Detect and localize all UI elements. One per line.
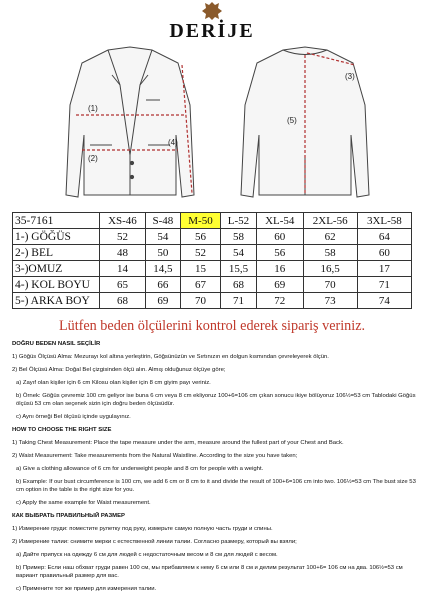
guide-line: c) Aynı örneği Bel ölçüsü içinde uygulayınız.: [16, 414, 131, 420]
size-value-cell: 71: [221, 293, 257, 309]
measurement-label-cell: 4-) KOL BOYU: [13, 277, 100, 293]
label-back-length: (5): [287, 116, 297, 125]
size-value-cell: 70: [180, 293, 220, 309]
table-row: [13, 229, 412, 245]
brand-logo: DERİJE: [169, 20, 255, 42]
size-value-cell: 64: [357, 229, 411, 245]
guide-line: 2) Bel Ölçüsü Alma: Doğal Bel çizgisinden ölçü alın. Almış olduğunuz ölçüye göre;: [12, 367, 226, 373]
label-waist: (2): [88, 154, 98, 163]
size-value-cell: 74: [357, 293, 411, 309]
size-value-cell: 71: [357, 277, 411, 293]
measurement-label-cell: 5-) ARKA BOY: [13, 293, 100, 309]
guide-line: c) Примените тот же пример для измерения талии.: [16, 586, 157, 592]
section-heading: DOĞRU BEDEN NASIL SEÇİLİR: [12, 341, 101, 347]
size-value-cell: 66: [145, 277, 180, 293]
size-value-cell: 15,5: [221, 261, 257, 277]
size-value-cell: 73: [303, 293, 357, 309]
size-value-cell: 67: [180, 277, 220, 293]
size-value-cell: 52: [180, 245, 220, 261]
size-value-cell: 50: [145, 245, 180, 261]
size-value-cell: 17: [357, 261, 411, 277]
size-header-cell: XL-54: [256, 213, 303, 229]
size-header-cell: XS-46: [100, 213, 146, 229]
size-value-cell: 72: [256, 293, 303, 309]
size-value-cell: 69: [145, 293, 180, 309]
size-table: [12, 212, 412, 309]
measurement-label-cell: 3-)OMUZ: [13, 261, 100, 277]
table-row: [13, 293, 412, 309]
size-value-cell: 65: [100, 277, 146, 293]
label-sleeve: (4): [168, 138, 178, 147]
size-value-cell: 56: [180, 229, 220, 245]
guide-line: a) Give a clothing allowance of 6 cm for underweight people and 8 cm for people with a weight.: [16, 466, 264, 472]
guide-line: c) Apply the same example for Waist measurement.: [16, 500, 151, 506]
guide-line: b) Example: If our bust circumference is 100 cm, we add 6 cm or 8 cm to it and divide the result of 100+6=106 cm into two. 106½=53 cm The bust size 53 cm option in the table is the right size for you.: [16, 479, 416, 493]
size-header-cell: L-52: [221, 213, 257, 229]
size-value-cell: 69: [256, 277, 303, 293]
guide-line: 2) Измерение талии: снимите мерки с естественной линии талии. Согласно размеру, который вы взяли;: [12, 539, 297, 545]
jacket-back-diagram: [235, 45, 375, 205]
size-value-cell: 68: [100, 293, 146, 309]
size-value-cell: 54: [145, 229, 180, 245]
size-value-cell: 56: [256, 245, 303, 261]
section-heading: КАК ВЫБРАТЬ ПРАВИЛЬНЫЙ РАЗМЕР: [12, 513, 125, 519]
guide-line: 1) Göğüs Ölçüsü Alma: Mezurayı kol altına yerleştirin, Göğsünüzün ve Sırtınızın en dolgun kısmından çevreleyerek ölçün.: [12, 354, 329, 360]
size-value-cell: 16: [256, 261, 303, 277]
size-header-cell: M-50: [180, 213, 220, 229]
size-value-cell: 54: [221, 245, 257, 261]
guide-line: 1) Taking Chest Measurement: Place the tape measure under the arm, measure around the fullest part of your Chest and Back.: [12, 440, 344, 446]
guide-line: b) Пример: Если наш обхват груди равен 100 см, мы прибавляем к нему 6 см или 8 см и делим результат 100+6= 106 см на два. 106½=53 см вариант правильный размер для вас.: [16, 565, 403, 579]
size-value-cell: 14,5: [145, 261, 180, 277]
size-value-cell: 14: [100, 261, 146, 277]
measurement-label-cell: 2-) BEL: [13, 245, 100, 261]
size-value-cell: 60: [357, 245, 411, 261]
size-header-cell: S-48: [145, 213, 180, 229]
size-check-notice: Lütfen beden ölçülerini kontrol ederek sipariş veriniz.: [58, 318, 366, 334]
size-value-cell: 15: [180, 261, 220, 277]
size-header-cell: 2XL-56: [303, 213, 357, 229]
product-code-cell: 35-7161: [13, 213, 100, 229]
section-heading: HOW TO CHOOSE THE RIGHT SIZE: [12, 427, 112, 433]
size-value-cell: 16,5: [303, 261, 357, 277]
size-value-cell: 62: [303, 229, 357, 245]
table-row: [13, 277, 412, 293]
size-value-cell: 70: [303, 277, 357, 293]
guide-line: a) Дайте припуск на одежду 6 см для людей с недостаточным весом и 8 см для людей с весом.: [16, 552, 278, 558]
size-guide-text: [12, 340, 416, 598]
table-row: [13, 245, 412, 261]
size-value-cell: 52: [100, 229, 146, 245]
size-value-cell: 58: [303, 245, 357, 261]
guide-line: b) Örnek: Göğüs çevremiz 100 cm geliyor ise buna 6 cm veya 8 cm ekliyoruz 100+6=106 cm çıkan sonucu ikiye bölüyoruz 106½=53 cm Tablodaki Göğüs ölçüsü 53 cm olan seçenek sizin için doğru beden ölçüsüdür.: [16, 393, 416, 407]
size-value-cell: 58: [221, 229, 257, 245]
guide-line: 2) Waist Measurement: Take measurements from the Natural Waistline. According to the size you have taken;: [12, 453, 298, 459]
guide-line: 1) Измерение груди: поместите рулетку под руку, измерьте самую полную часть груди и спины.: [12, 526, 273, 532]
table-header-row: [13, 213, 412, 229]
size-value-cell: 60: [256, 229, 303, 245]
leather-hide-icon: [201, 1, 223, 21]
jacket-front-diagram: [60, 45, 200, 205]
label-chest: (1): [88, 104, 98, 113]
size-value-cell: 68: [221, 277, 257, 293]
guide-line: a) Zayıf olan kişiler için 6 cm Kilosu olan kişiler için 8 cm giyim payı veriniz.: [16, 380, 211, 386]
label-shoulder: (3): [345, 72, 355, 81]
size-header-cell: 3XL-58: [357, 213, 411, 229]
header: [0, 0, 424, 46]
measurement-label-cell: 1-) GÖĞÜS: [13, 229, 100, 245]
table-row: [13, 261, 412, 277]
size-value-cell: 48: [100, 245, 146, 261]
